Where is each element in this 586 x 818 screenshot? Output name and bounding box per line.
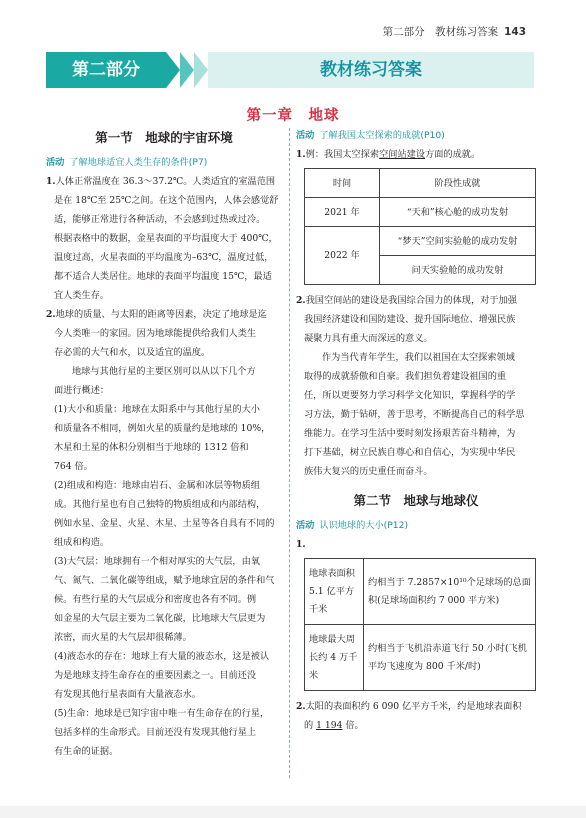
answer-line [296,716,536,735]
activity-title: 了解地球适宜人类生存的条件(P7) [69,157,208,168]
answer-line: 适，能够正常进行各种活动，不会感到过热或过冷。 [54,214,266,225]
list-item: (1)大小和质量：地球在太阳系中与其他行星的大小 [54,404,260,415]
right-column [296,126,536,735]
answer-number: 1. [296,149,306,160]
answer-number: 1. [296,539,306,550]
answer-line: 存必需的大气和水，以及适宜的温度。 [54,347,211,358]
answer-line: 地球与其他行星的主要区别可以从以下几个方 [72,366,256,377]
left-column [46,126,282,761]
achievement-table [304,168,536,285]
banner-chevron [180,52,194,88]
answer-line: 地球的质量、与太阳的距离等因素，决定了地球是迄 [55,309,267,320]
answer-blank: 空间站建设 [379,149,426,160]
list-item: (4)液态水的存在：地球上有大量的液态水，这是被认 [54,651,270,662]
list-item: 例如水星、金星、火星、木星、土星等各自具有不同的 [54,518,275,529]
list-item: (5)生命：地球是已知宇宙中唯一有生命存在的行星， [54,708,270,719]
activity-heading [296,126,536,145]
table-cell: “天和”核心舱的成功发射 [380,198,536,227]
list-item: 有发现其他行星表面有大量液态水。 [54,689,201,700]
answer-line: 我国经济建设和国防建设、提升国际地位、增强民族 [304,314,516,325]
answer-line: 我国空间站的建设是我国综合国力的体现，对于加强 [305,295,517,306]
list-item: (3)大气层：地球拥有一个相对厚实的大气层，由氧 [54,556,260,567]
running-header [383,24,526,39]
running-header-section: 第二部分 教材练习答案 [382,26,499,38]
answer-text: 方面的成就。 [425,149,481,160]
answer-2 [296,291,536,310]
banner-chevron [194,52,208,88]
column-divider [289,128,290,778]
answer-text: 的 [304,720,317,731]
table-cell: 约相当于飞机沿赤道飞行 50 小时(飞机平均飞速度为 800 千米/时) [364,625,536,691]
answer-blank: 1 194 [316,720,343,731]
answer-line: 是在 18℃至 25℃之间。在这个范围内，人体会感觉舒 [54,195,279,206]
table-header: 时间 [305,169,380,198]
activity-title: 了解我国太空探索的成就(P10) [319,130,445,141]
chapter-title: 第一章 地球 [246,108,340,124]
earth-size-table [304,558,536,691]
answer-number: 2. [46,309,56,320]
table-cell: 地球表面积 5.1 亿平方千米 [305,559,364,625]
activity-title: 认识地球的大小(P12) [319,520,409,531]
table-cell: 地球最大周长约 4 万千米 [305,625,364,691]
answer-line: 打下基础，树立民族自尊心和自信心，为实现中华民 [304,447,516,458]
answer-line: 取得的成就骄傲和自豪。我们担负着建设祖国的重 [304,371,507,382]
answer-line: 人体正常温度在 36.3～37.2℃。人类适宜的室温范围 [55,176,276,187]
list-item: 浓密，而火星的大气层却很稀薄。 [54,632,192,643]
answer-line: 族伟大复兴的历史重任而奋斗。 [304,466,433,477]
answer-text: 例：我国太空探索 [305,149,380,160]
list-item: 包括多样的生命形式。目前还没有发现其他行星上 [54,727,257,738]
table-cell: “梦天”空间实验舱的成功发射 [380,227,536,256]
table-cell: 2021 年 [305,198,380,227]
section-title: 第二节 地球与地球仪 [353,493,479,508]
table-cell: 2022 年 [305,227,380,285]
list-item: 候。有些行星的大气层成分和密度也各有不同。例 [54,594,257,605]
answer-text: 倍。 [342,720,364,731]
part-banner [46,52,534,88]
page-number: 143 [504,26,526,38]
answer-line: 维能力。在学习生活中要时刻发扬艰苦奋斗精神，为 [304,428,516,439]
answer-1 [46,172,282,191]
list-item: 有生命的证据。 [54,746,119,757]
answer-2 [46,305,282,324]
activity-heading [296,516,536,535]
answer-line: 今人类唯一的家园。因为地球能提供给我们人类生 [54,328,257,339]
answer-line: 宜人类生存。 [54,290,110,301]
answer-line: 任，所以更要努力学习科学文化知识，掌握科学的学 [304,390,516,401]
answer-line: 都不适合人类居住。地球的表面平均温度 15℃，最适 [54,271,272,282]
banner-chevron [166,52,180,88]
answer-number: 2. [296,295,306,306]
section-title: 第一节 地球的宇宙环境 [95,130,233,145]
list-item: 为是地球支持生命存在的重要因素之一。目前还没 [54,670,257,681]
table-header: 阶段性成就 [380,169,536,198]
list-item: 气、氮气、二氧化碳等组成，赋予地球宜居的条件和气 [54,575,275,586]
answer-line: 习方法，勤于钻研，善于思考，不断提高自己的科学思 [304,409,525,420]
list-item: 组成和构造。 [54,537,110,548]
list-item: 木星和土星的体积分别相当于地球的 1312 倍和 [54,442,249,453]
list-item: 764 倍。 [54,461,93,472]
answer-2 [296,697,536,716]
answer-line: 温度过高，火星表面的平均温度为–63℃，温度过低， [54,252,274,263]
answer-number: 2. [296,701,306,712]
list-item: 成。其他行星也有自己独特的物质组成和内部结构， [54,499,266,510]
table-cell: 约相当于 7.2857×10¹⁰个足球场的总面积(足球场面积约 7 000 平方米) [364,559,536,625]
answer-text: 太阳的表面积约 6 090 亿平方千米，约是地球表面积 [305,701,522,712]
activity-tag: 活动 [296,520,315,531]
answer-line: 凝聚力具有重大而深远的意义。 [304,333,433,344]
activity-heading [46,153,282,172]
answer-line: 面进行概述： [54,385,110,396]
list-item: 和质量各不相同，例如火星的质量约是地球的 10%， [54,423,271,434]
list-item: 如金星的大气层主要为二氧化碳，比地球大气层更为 [54,613,266,624]
answer-line: 根据表格中的数据，金星表面的平均温度大于 400℃， [54,233,278,244]
answer-number: 1. [46,176,56,187]
answer-line: 作为当代青年学生，我们以祖国在太空探索领域 [322,352,515,363]
activity-tag: 活动 [46,157,65,168]
part-label: 第二部分 [46,52,166,88]
activity-tag: 活动 [296,130,315,141]
table-cell: 问天实验舱的成功发射 [380,256,536,285]
answer-1 [296,535,536,554]
part-title: 教材练习答案 [208,52,534,88]
page-footer-bar [0,806,586,818]
list-item: (2)组成和构造：地球由岩石、金属和冰层等物质组 [54,480,260,491]
answer-1 [296,145,536,164]
